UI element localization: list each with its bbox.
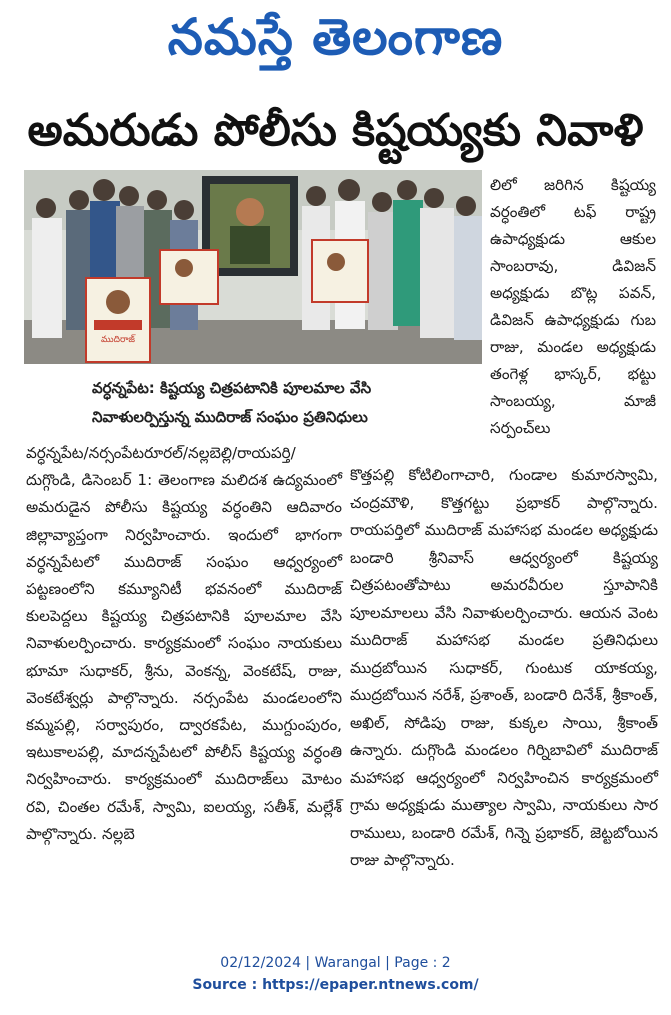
caption-line: వర్ధన్నపేట: కిష్టయ్య చిత్రపటానికి పూలమాల వేసి <box>92 379 372 397</box>
page-footer <box>0 952 671 996</box>
photo-caption <box>92 374 482 432</box>
poster-text: ముదిరాజ్ <box>100 335 136 345</box>
article-headline: అమరుడు పోలీసు కిష్టయ్యకు నివాళి <box>27 105 644 156</box>
footer-date-line: 02/12/2024 | Warangal | Page : 2 <box>220 955 451 971</box>
article-photo <box>24 170 482 364</box>
photo-illustration <box>24 170 482 364</box>
article-column-left: వర్ధన్నపేట/నర్సంపేటరూరల్/నల్లబెల్లి/రాయపర్తి/దుగ్గొండి, డిసెంబర్ 1: తెలంగాణ మలిదశ ఉద్యమంలో అమరుడైన పోలీసు కిష్టయ్య వర్ధంతిని ఆదివారం జిల్లావ్యాప్తంగా నిర్వహించారు. ఇందులో భాగంగా వర్ధన్నపేటలో ముదిరాజ్ సంఘం ఆధ్వర్యంలో పట్టణంలోని కమ్యూనిటీ భవనంలో ముదిరాజ్ కులపెద్దలు కిష్టయ్య చిత్రపటానికి పూలమాల వేసి నివాళులర్పించారు. కార్యక్రమంలో సంఘం నాయకులు భూమా సుధాకర్, శ్రీను, వెంకన్న, వెంకటేష్, రాజు, వెంకటేశ్వర్లు పాల్గొన్నారు. నర్సంపేట మండలంలోని కమ్మపల్లి, సర్వాపురం, ద్వారకపేట, ముగ్దుంపురం, ఇటుకాలపల్లి, మాదన్నపేటలో పోలీస్ కిష్టయ్య వర్ధంతి నిర్వహించారు. కార్యక్రమంలో ముదిరాజ్‌లు మోటం రవి, చింతల రమేశ్, స్వామి, ఐలయ్య, సతీశ్, మల్లేశ్ పాల్గొన్నారు. నల్లబె <box>26 444 342 843</box>
caption-line: నివాళులర్పిస్తున్న ముదిరాజ్ సంఘం ప్రతినిధులు <box>92 408 368 426</box>
article-column-right-top: లిలో జరిగిన కిష్టయ్య వర్ధంతిలో టఫ్ రాష్ట్ర ఉపాధ్యక్షుడు ఆకుల సాంబరావు, డివిజన్ అధ్యక్షుడు బొట్ల పవన్, డివిజన్ ఉపాధ్యక్షుడు గుబ రాజు, మండల అధ్యక్షుడు తంగెళ్ల భాస్కర్, భట్టు సాంబయ్య, మాజీ సర్పంచ్‌లు <box>490 176 656 437</box>
footer-source-link[interactable]: Source : https://epaper.ntnews.com/ <box>192 977 479 993</box>
article-column-middle: కొత్తపల్లి కోటిలింగాచారి, గుండాల కుమారస్వామి, చంద్రమౌళి, కొత్తగట్టు ప్రభాకర్ పాల్గొన్నారు. రాయపర్తిలో ముదిరాజ్ మహాసభ మండల అధ్యక్షుడు బండారి శ్రీనివాస్ ఆధ్వర్యంలో కిష్టయ్య చిత్రపటంతోపాటు అమరవీరుల స్తూపానికి పూలమాలలు వేసి నివాళులర్పించారు. ఆయన వెంట ముదిరాజ్ మహాసభ మండల ప్రతినిధులు ముద్రబోయిన సుధాకర్, గుంటుక యాకయ్య, ముద్రబోయిన నరేశ్, ప్రశాంత్, బండారి దినేశ్, శ్రీకాంత్, అఖిల్, సోడిపు రాజు, కుక్కల సాయి, శ్రీకాంత్ ఉన్నారు. దుగ్గొండి మండలం గిర్నిబావిలో ముదిరాజ్ మహాసభ ఆధ్వర్యంలో నిర్వహించిన కార్యక్రమంలో గ్రామ అధ్యక్షుడు ముత్యాల స్వామి, నాయకులు సార రాములు, బండారి రమేశ్, గిన్నె ప్రభాకర్, జెట్టబోయిన రాజు పాల్గొన్నారు. <box>350 466 658 869</box>
newspaper-masthead: నమస్తే తెలంగాణ <box>167 8 504 66</box>
